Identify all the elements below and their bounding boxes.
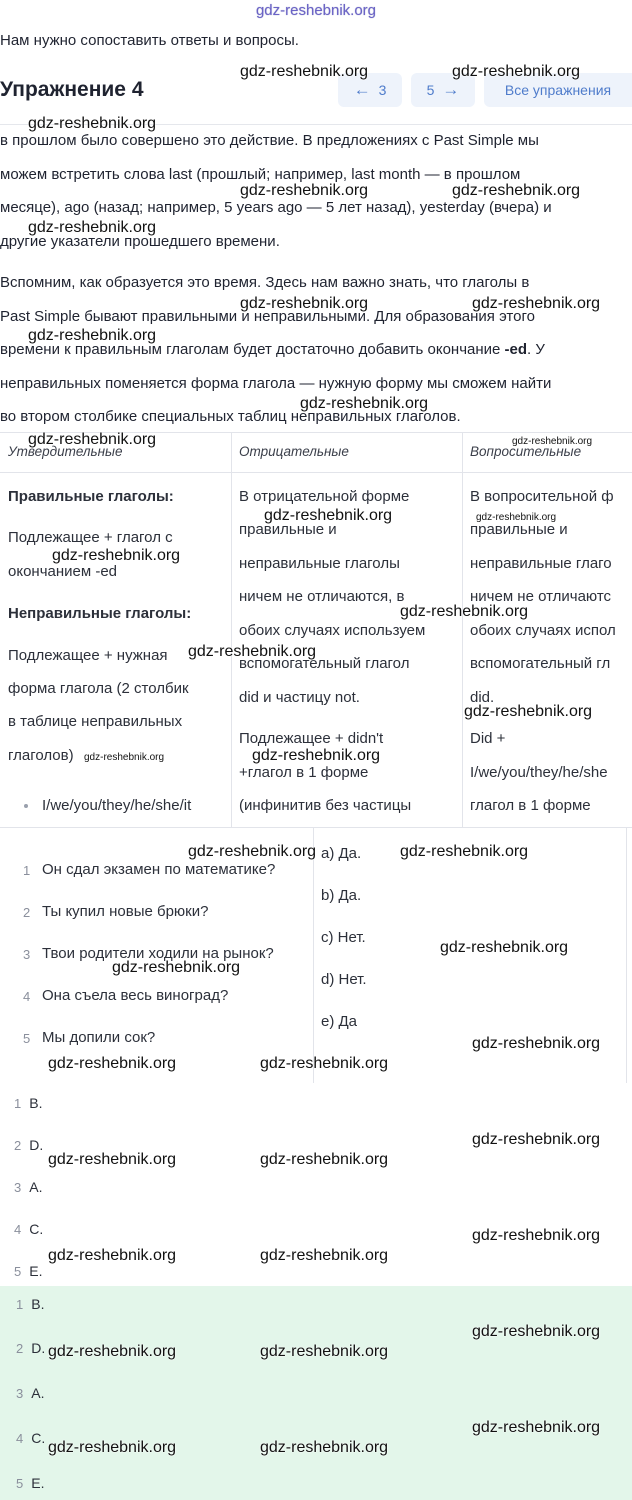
regular-formula-line: Подлежащее + глагол с — [8, 529, 173, 546]
match-item — [14, 1179, 42, 1195]
watermark: gdz-reshebnik.org — [440, 939, 569, 956]
paragraph-line: Вспомним, как образуется это время. Здесь нам важно знать, что глаголы в — [0, 274, 530, 291]
regular-verbs-title: Правильные глаголы: — [8, 488, 174, 505]
correct-answer-block — [0, 1286, 632, 1500]
question-number: 1 — [23, 863, 31, 878]
regular-formula-line: окончанием -ed — [8, 563, 118, 580]
watermark: gdz-reshebnik.org — [400, 603, 529, 620]
site-url[interactable]: gdz-reshebnik.org — [255, 2, 377, 19]
watermark: gdz-reshebnik.org — [300, 395, 429, 412]
irregular-formula-line: Подлежащее + нужная — [8, 647, 168, 664]
paragraph-line: другие указатели прошедшего времени. — [0, 232, 280, 250]
match-number: 3 — [14, 1180, 22, 1195]
watermark: gdz-reshebnik.org — [260, 1439, 389, 1456]
watermark: gdz-reshebnik.org — [452, 182, 581, 199]
watermark: gdz-reshebnik.org — [472, 1419, 601, 1436]
watermark: gdz-reshebnik.org — [260, 1343, 389, 1360]
watermark: gdz-reshebnik.org — [84, 752, 165, 763]
match-value: B. — [31, 1296, 45, 1312]
answer-text: e) Да — [321, 1013, 358, 1030]
paragraph-line: можем встретить слова last (прошлый; например, last month — в прошлом — [0, 165, 521, 183]
watermark: gdz-reshebnik.org — [52, 547, 181, 564]
next-exercise-label: 5 — [426, 82, 435, 98]
watermark: gdz-reshebnik.org — [28, 431, 157, 448]
correct-match-item — [16, 1430, 45, 1446]
match-number: 1 — [16, 1297, 24, 1312]
irregular-formula-line: в таблице неправильных — [8, 713, 183, 730]
table-border — [462, 432, 463, 828]
match-value: B. — [29, 1095, 43, 1111]
watermark: gdz-reshebnik.org — [48, 1439, 177, 1456]
paragraph-line: неправильных поменяется форма глагола — нужную форму мы сможем найти — [0, 374, 552, 392]
answer-text: b) Да. — [321, 887, 362, 904]
question-text: Он сдал экзамен по математике? — [42, 861, 276, 878]
question-line: глагол в 1 форме — [470, 797, 591, 814]
match-item — [14, 1263, 42, 1279]
match-number: 3 — [16, 1386, 24, 1401]
question-line: did. — [470, 689, 495, 706]
prev-exercise-label: 3 — [378, 82, 387, 98]
watermark: gdz-reshebnik.org — [252, 747, 381, 764]
match-number: 1 — [14, 1096, 22, 1111]
negative-line: (инфинитив без частицы — [239, 797, 412, 814]
match-number: 4 — [16, 1431, 24, 1446]
question-number: 5 — [23, 1031, 31, 1046]
watermark: gdz-reshebnik.org — [472, 1323, 601, 1340]
answer-text: d) Нет. — [321, 971, 367, 988]
watermark: gdz-reshebnik.org — [472, 1035, 601, 1052]
paragraph-line: во втором столбике специальных таблиц неправильных глаголов. — [0, 408, 461, 426]
paragraph-text: . У — [527, 341, 545, 359]
ed-ending: -ed — [504, 341, 528, 359]
question-line: I/we/you/they/he/she — [470, 764, 608, 781]
watermark: gdz-reshebnik.org — [112, 959, 241, 976]
watermark: gdz-reshebnik.org — [264, 507, 393, 524]
all-exercises-label: Все упражнения — [504, 82, 612, 98]
match-value: D. — [29, 1137, 44, 1153]
negative-line: правильные и — [239, 521, 337, 538]
question-line: вспомогательный гл — [470, 655, 611, 672]
watermark: gdz-reshebnik.org — [48, 1247, 177, 1264]
negative-line: вспомогательный глагол — [239, 655, 410, 672]
pronoun-list: I/we/you/they/he/she/it — [42, 797, 192, 814]
match-value: E. — [31, 1475, 45, 1491]
negative-line: +глагол в 1 форме — [239, 764, 369, 781]
irregular-formula-line: форма глагола (2 столбик — [8, 680, 189, 697]
correct-match-item — [16, 1385, 44, 1401]
intro-text: Нам нужно сопоставить ответы и вопросы. — [0, 32, 299, 49]
answer-text: c) Нет. — [321, 929, 366, 946]
question-number: 2 — [23, 905, 31, 920]
irregular-formula-line: глаголов) — [8, 747, 74, 764]
watermark: gdz-reshebnik.org — [472, 1227, 601, 1244]
match-value: A. — [29, 1179, 43, 1195]
negative-line: Подлежащее + didn't — [239, 730, 384, 747]
watermark: gdz-reshebnik.org — [188, 643, 317, 660]
matching-border — [626, 828, 627, 1083]
match-value: D. — [31, 1340, 46, 1356]
correct-match-item — [16, 1296, 44, 1312]
watermark: gdz-reshebnik.org — [472, 295, 601, 312]
negative-line: обоих случаях используем — [239, 622, 426, 639]
match-number: 4 — [14, 1222, 22, 1237]
question-line: правильные и — [470, 521, 568, 538]
watermark: gdz-reshebnik.org — [28, 115, 157, 132]
bullet-icon — [24, 804, 28, 808]
watermark: gdz-reshebnik.org — [260, 1055, 389, 1072]
match-value: C. — [31, 1430, 46, 1446]
correct-match-item — [16, 1340, 45, 1356]
correct-match-item — [16, 1475, 44, 1491]
watermark: gdz-reshebnik.org — [464, 703, 593, 720]
watermark: gdz-reshebnik.org — [240, 295, 369, 312]
match-number: 2 — [14, 1138, 22, 1153]
paragraph-line: месяце), ago (назад; например, 5 years ago — 5 лет назад), yesterday (вчера) и — [0, 199, 552, 217]
watermark: gdz-reshebnik.org — [476, 512, 557, 523]
watermark: gdz-reshebnik.org — [260, 1151, 389, 1168]
watermark: gdz-reshebnik.org — [472, 1131, 601, 1148]
watermark: gdz-reshebnik.org — [48, 1151, 177, 1168]
negative-line: ничем не отличаются, в — [239, 588, 405, 605]
question-line: обоих случаях испол — [470, 622, 616, 639]
table-header-affirmative: Утвердительные — [8, 444, 123, 459]
watermark: gdz-reshebnik.org — [452, 63, 581, 80]
paragraph-line: в прошлом было совершено это действие. В предложениях с Past Simple мы — [0, 132, 539, 149]
arrow-right-icon: → — [442, 80, 460, 99]
watermark: gdz-reshebnik.org — [188, 843, 317, 860]
watermark: gdz-reshebnik.org — [400, 843, 529, 860]
watermark: gdz-reshebnik.org — [48, 1343, 177, 1360]
paragraph-text: времени к правильным глаголам будет достаточно добавить окончание — [0, 341, 505, 359]
paragraph-line: Past Simple бывают правильными и неправильными. Для образования этого — [0, 307, 535, 325]
watermark: gdz-reshebnik.org — [48, 1055, 177, 1072]
question-line: Did + — [470, 730, 506, 747]
watermark: gdz-reshebnik.org — [28, 219, 157, 236]
negative-line: did и частицу not. — [239, 689, 360, 706]
watermark: gdz-reshebnik.org — [28, 327, 157, 344]
match-item — [14, 1221, 43, 1237]
question-text: Ты купил новые брюки? — [42, 903, 209, 920]
match-item — [14, 1137, 43, 1153]
table-header-question: Вопросительные — [470, 444, 582, 459]
question-text: Мы допили сок? — [42, 1029, 156, 1046]
question-text: Она съела весь виноград? — [42, 987, 229, 1004]
question-line: неправильные глаго — [470, 555, 612, 572]
matching-divider — [313, 828, 314, 1083]
match-number: 5 — [14, 1264, 22, 1279]
exercise-title: Упражнение 4 — [0, 78, 144, 101]
question-text: Твои родители ходили на рынок? — [42, 945, 274, 962]
question-line: В вопросительной ф — [470, 488, 614, 505]
question-line: ничем не отличаютс — [470, 588, 612, 605]
match-number: 5 — [16, 1476, 24, 1491]
match-item — [14, 1095, 42, 1111]
arrow-left-icon: ← — [353, 80, 371, 99]
watermark: gdz-reshebnik.org — [260, 1247, 389, 1264]
watermark: gdz-reshebnik.org — [240, 182, 369, 199]
match-number: 2 — [16, 1341, 24, 1356]
question-number: 4 — [23, 989, 31, 1004]
negative-line: неправильные глаголы — [239, 555, 400, 572]
watermark: gdz-reshebnik.org — [240, 63, 369, 80]
question-number: 3 — [23, 947, 31, 962]
negative-line: В отрицательной форме — [239, 488, 410, 505]
table-header-negative: Отрицательные — [239, 444, 349, 459]
answer-text: a) Да. — [321, 845, 362, 862]
table-border — [0, 472, 632, 473]
watermark: gdz-reshebnik.org — [512, 436, 593, 447]
match-value: E. — [29, 1263, 43, 1279]
grammar-table — [0, 432, 632, 828]
match-value: A. — [31, 1385, 45, 1401]
table-border — [231, 432, 232, 828]
irregular-verbs-title: Неправильные глаголы: — [8, 605, 192, 622]
match-value: C. — [29, 1221, 44, 1237]
